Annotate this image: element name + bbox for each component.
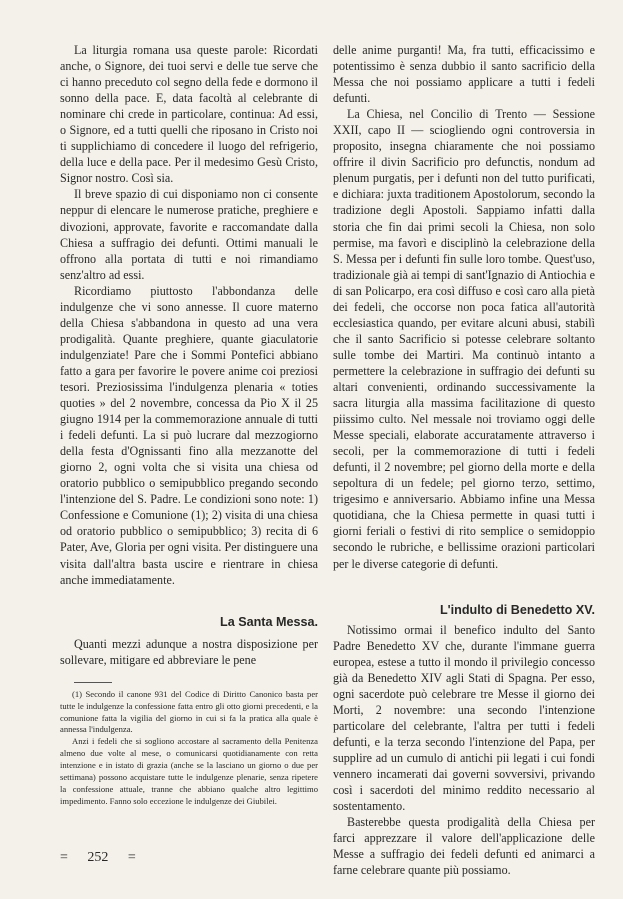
liturgy-paragraph: La liturgia romana usa queste parole: Ricordati anche, o Signore, dei tuoi servi e delle tue serve che ci hanno preceduto col segno della fede e dormono il sonno della pace. E, data facoltà al celebrante di nominare chi crede in particolare, continua: Ad essi, o Signore, ed a tutti quelli che riposano in Cristo noi ti supplichiamo di concedere il luogo del refrigerio, della luce e della pace. Per il medesimo Gesù Cristo, Signor nostro. Così sia. (60, 43, 318, 186)
devotions-paragraph: Il breve spazio di cui disponiamo non ci consente neppur di elencare le numerose pratiche, preghiere e divozioni, approvate, favorite e raccomandate dalla Chiesa a suffragio dei defunti. Ottimi manuali le offrono alla portata di tutti e noi rimandiamo senz'altro ad essi. (60, 187, 318, 282)
indulgences-paragraph: Ricordiamo piuttosto l'abbondanza delle indulgenze che vi sono annesse. Il cuore materno della Chiesa s'abbandona in questo ad una vera prodigalità. Quante preghiere, quante giaculatorie indulgenziate! Pare che i Sommi Pontefici abbiano fatto a gara per favorire le povere anime coi preziosi tesori. Preziosissima l'indulgenza plenaria « toties quoties » del 2 novembre, concessa da Pio X il 25 giugno 1914 per la commemorazione annuale di tutti i fedeli defunti. La si può lucrare dal mezzogiorno della festa d'Ognissanti fino alla mezzanotte del giorno 2, ogni volta che si visita una chiesa od oratorio pubblico o semipubblico pregando secondo l'intenzione del S. Padre. Le condizioni sono note: 1) Confessione e Comunione (1); 2) visita di una chiesa od oratorio pubblico o semipubblico; 3) recita di 6 Pater, Ave, Gloria per ogni visita. Per distinguere una visita dall'altra basta uscire e rientrare in chiesa anche immediatamente. (60, 283, 318, 587)
messa-paragraph: Quanti mezzi adunque a nostra disposizione per sollevare, mitigare ed abbreviare le pene (60, 636, 318, 667)
page-mark-right: = (127, 850, 136, 865)
section-heading-indulto: L'indulto di Benedetto XV. (439, 602, 595, 617)
footnote-rule (74, 682, 112, 683)
right-column (333, 42, 595, 878)
footnote: (1) Secondo il canone 931 del Codice di Diritto Canonico basta per tutte le indulgenze la confessione fatta entro gli otto giorni precedenti, e la comunione fatta la vigilia del giorno in cui si fa la pratica alla quale è annessa l'indulgenza. (60, 688, 318, 735)
council-paragraph: La Chiesa, nel Concilio di Trento — Sessione XXII, capo II — sciogliendo ogni controversia in proposito, insegna chiaramente che noi possiamo offrire il divin Sacrificio pro defunctis, nondum ad plenum purgatis, per i defunti non del tutto purificati, e dichiara: juxta traditionem Apostolorum, secondo la tradizione degli Apostoli. Sappiamo infatti dalla storia che fin dai primi secoli la Chiesa, non solo permise, ma favorì e disciplinò la celebrazione della S. Messa per i defunti fin sulle loro tombe. Quest'uso, tradizionale già ai tempi di sant'Ignazio di Antiochia e di san Policarpo, era così diffuso e così caro alla pietà dei fedeli, che occorse non poca fatica all'autorità ecclesiastica quando, per evitare alcuni abusi, stabilì che il santo Sacrificio si potesse celebrare soltanto sulle tombe dei Martiri. Ma continuò intanto a permettere la celebrazione in suffragio dei defunti su altari convenienti, ordinando successivamente la sacra liturgia alla massima facilitazione di questo piissimo culto. Nel messale noi troviamo oggi delle Messe speciali, elaborate accuratamente attraverso i secoli, per la commemorazione di tutti i fedeli defunti, il 2 novembre; pel giorno della morte e della sepoltura di un fedele; pel giorno terzo, settimo, trigesimo e anniversario. Abbiamo infine una Messa quotidiana, che la Chiesa permette in quasi tutti i giorni feriali o festivi di rito semplice o semidoppio secondo le rubriche, e bellissime orazioni particolari per le diverse categorie di defunti. (333, 107, 595, 571)
page-footer (60, 850, 200, 866)
continued-paragraph: delle anime purganti! Ma, fra tutti, efficacissimo e potentissimo è senza dubbio il santo sacrificio della Messa che noi possiamo applicare a tutti i fedeli defunti. (333, 43, 595, 106)
page-number: 252 (87, 850, 109, 865)
left-column (60, 42, 318, 808)
footnote: Anzi i fedeli che si sogliono accostare al sacramento della Penitenza almeno due volte al mese, o comunicarsi quotidianamente con retta intenzione e in istato di grazia (anche se la lasciano un giorno o due per settimana) possono acquistare tutte le indulgenze plenarie, senza ripetere la confessione attuale, tranne che abbiano qualche altro legittimo impedimento. Fanno solo eccezione le indulgenze dei Giubilei. (60, 736, 318, 806)
page-mark-left: = (60, 850, 68, 865)
closing-paragraph: Basterebbe questa prodigalità della Chiesa per farci apprezzare il valore dell'applicazione delle Messe a suffragio dei fedeli defunti ed animarci a farne celebrare quante più possiamo. (333, 815, 595, 878)
footnotes (60, 689, 318, 808)
indulto-paragraph: Notissimo ormai il benefico indulto del Santo Padre Benedetto XV che, durante l'immane guerra europea, estese a tutto il mondo il privilegio concesso già da Benedetto XIV agli Stati di Spagna. Per esso, ogni sacerdote può celebrare tre Messe il giorno dei Morti, 2 novembre: una secondo l'intenzione particolare del celebrante, l'altra per tutti i fedeli defunti, e la terza secondo l'intenzione del Papa, per supplire ad un cumulo di antichi pii legati i cui fondi vennero incamerati dai governi sovversivi, privando così i sacerdoti del minimo reddito necessario al sostentamento. (333, 622, 595, 814)
section-heading-santa-messa: La Santa Messa. (220, 614, 318, 629)
